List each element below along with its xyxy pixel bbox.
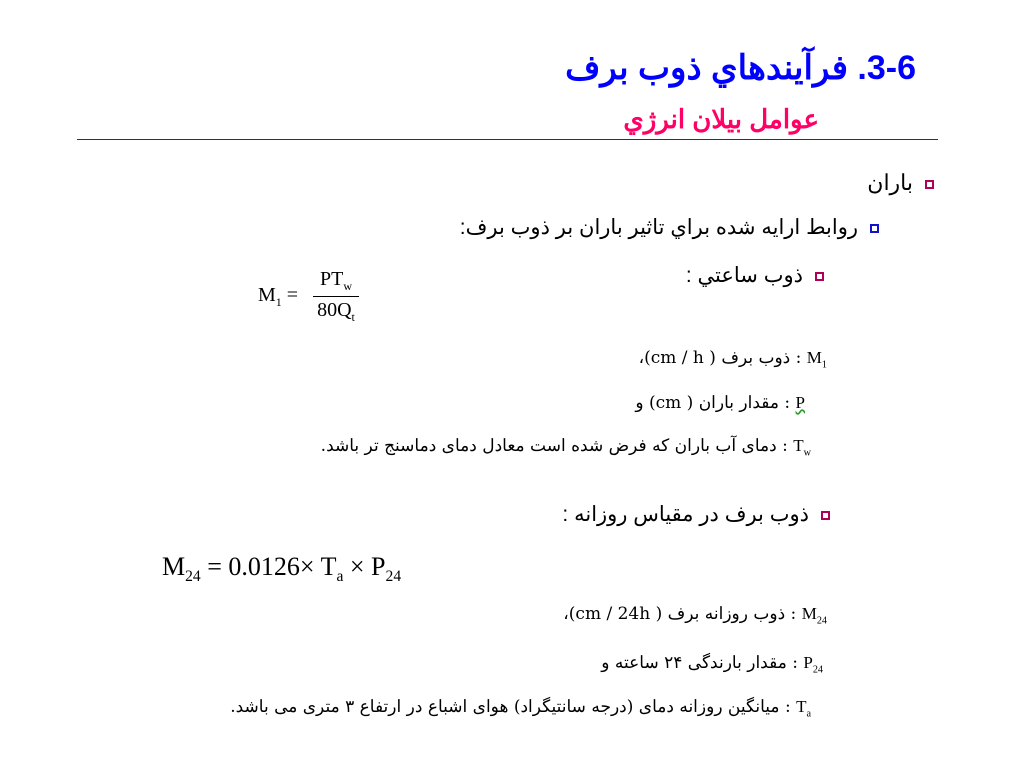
- definition-tw: $T_w$ : دمای آب باران که فرض شده است معادل دمای دماسنج تر باشد.: [320, 436, 811, 459]
- square-bullet-icon: [870, 224, 879, 233]
- formula-m1: $M_1$: [258, 284, 282, 310]
- bullet-rain-text: باران: [867, 170, 913, 195]
- definition-ta: $T_a$ : میانگین روزانه دمای (درجه سانتیگراد) هوای اشباع در ارتفاع ۳ متری می باشد.: [230, 697, 811, 720]
- fraction-denominator: $80Q_t$: [317, 299, 355, 324]
- bullet-relations-text: روابط ارايه شده براي تاثير باران بر ذوب برف:: [459, 216, 858, 239]
- bullet-daily-melt: [562, 502, 830, 527]
- bullet-relations: [460, 215, 879, 240]
- square-bullet-icon: [821, 511, 830, 520]
- bullet-daily-melt-text: ذوب برف در مقياس روزانه :: [562, 503, 809, 526]
- formula-hourly-melt: [258, 268, 359, 325]
- bullet-hourly-melt-text: ذوب ساعتي :: [685, 264, 803, 287]
- definition-m1: $M_1$ : ذوب برف ( cm / h)،: [638, 348, 827, 371]
- square-bullet-icon: [925, 180, 934, 189]
- slide-title: 3-6. فرآيندهاي ذوب برف: [565, 49, 916, 87]
- formula-equals: =: [286, 284, 299, 307]
- definition-p24: $P_{24}$ : مقدار بارندگی ۲۴ ساعته و: [601, 653, 823, 676]
- definition-p: P : مقدار باران ( cm) و: [635, 393, 805, 413]
- definition-m24: $M_{24}$ : ذوب روزانه برف ( cm / 24h)،: [563, 604, 827, 627]
- square-bullet-icon: [815, 272, 824, 281]
- title-divider: [77, 139, 938, 140]
- bullet-rain: [867, 170, 934, 196]
- slide-subtitle: عوامل بيلان انرژي: [623, 104, 819, 134]
- fraction-numerator: $PT_w$: [313, 268, 359, 297]
- formula-fraction: [313, 268, 359, 325]
- formula-daily-melt: $M_{24} = 0.0126\times T_a \times P_{24}$: [162, 552, 402, 586]
- bullet-hourly-melt: [686, 263, 824, 288]
